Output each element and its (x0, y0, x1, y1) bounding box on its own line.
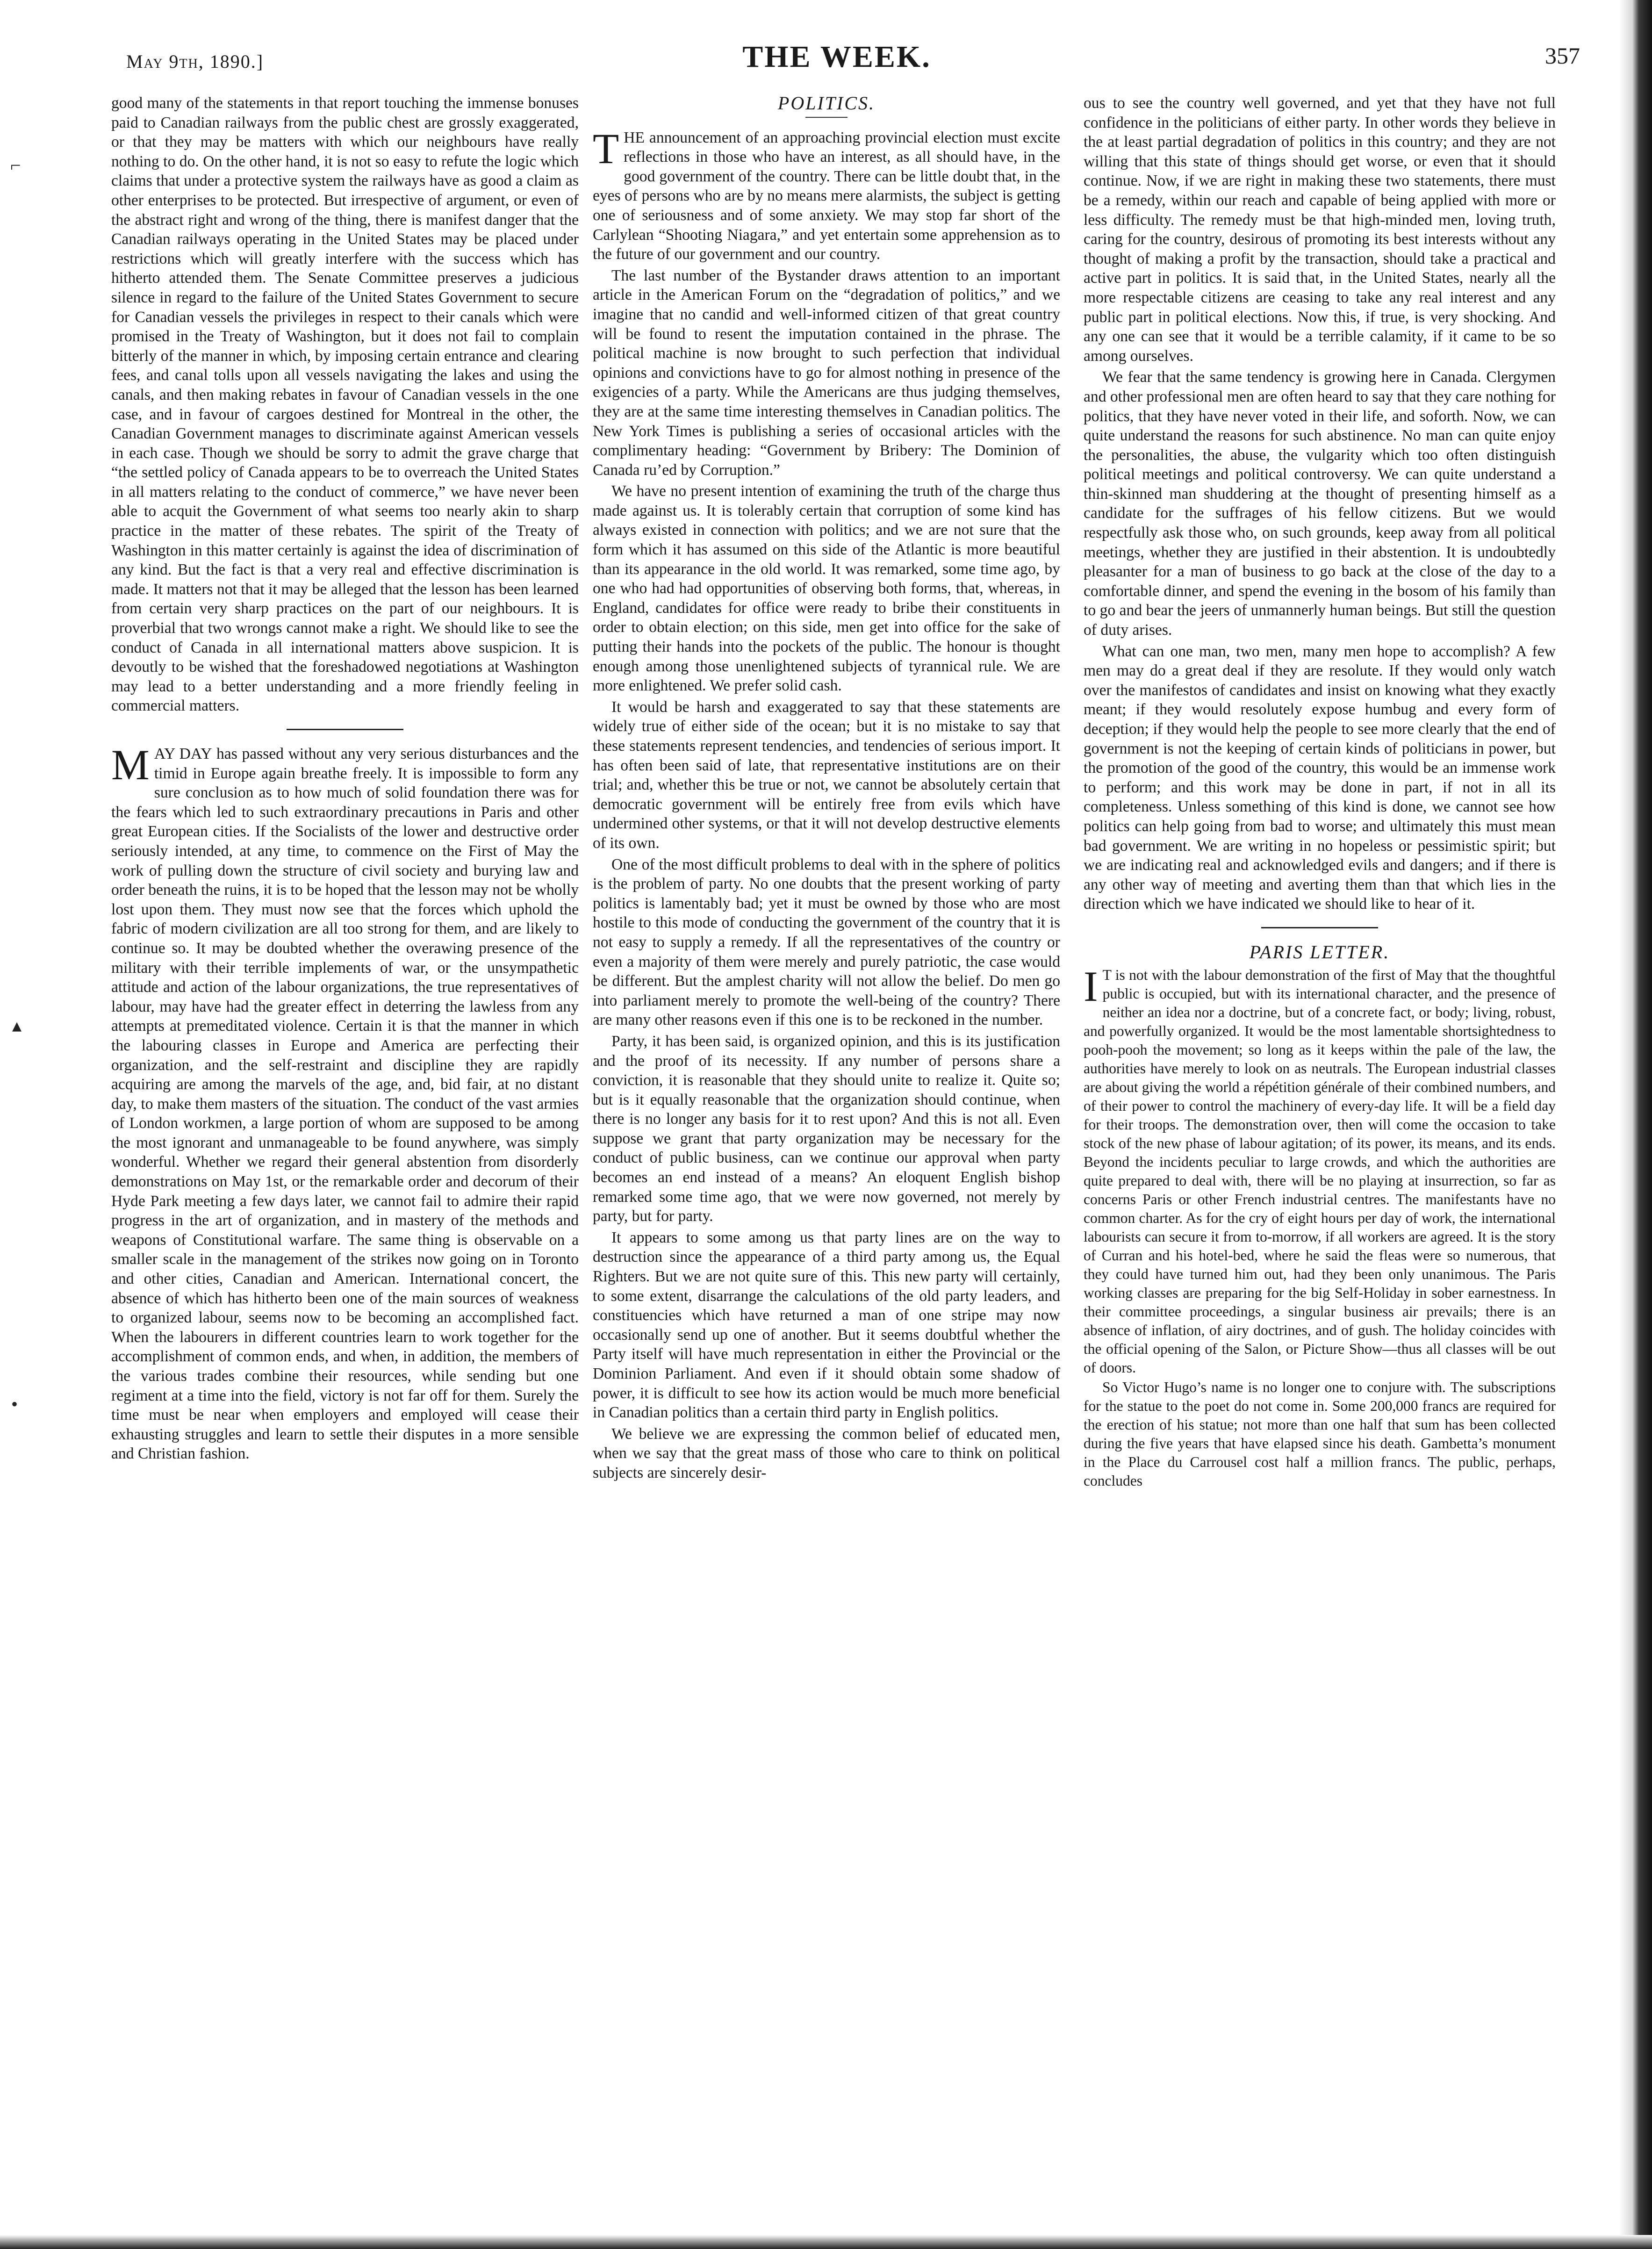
politics-paragraph-5: One of the most difficult problems to deal with in the sphere of politics is the problem of party. No one doubts that the present working of party politics is lamentably bad; yet it must be owned by those who are most hostile to this mode of conducting the government of the country that it is not easy to supply a remedy. If all the representatives of the country or even a majority of them were merely and purely patriotic, the case would be different. But the amplest charity will not allow the belief. Do men go into parliament merely to promote the well-being of the country? There are many other reasons even if this one is to be reckoned in the number. (593, 855, 1060, 1029)
politics-paragraph-2: The last number of the Bystander draws attention to an important article in the American Forum on the “degradation of politics,” and we imagine that no candid and well-informed citizen of that great country will be found to resent the imputation contained in the phrase. The political machine is now brought to such perfection that individual opinions and convictions have to go for almost nothing in presence of the exigencies of a party. While the Americans are thus judging themselves, they are at the same time interesting themselves in Canadian politics. The New York Times is publishing a series of occasional articles with the complimentary heading: “Government by Bribery: The Dominion of Canada ru’ed by Corruption.” (593, 266, 1060, 479)
margin-mark-3: • (11, 1394, 18, 1415)
column-3 (1084, 93, 1556, 2160)
section-divider (287, 729, 403, 730)
page-number: 357 (1545, 43, 1580, 69)
paris-letter-heading: PARIS LETTER. (1249, 941, 1390, 963)
publication-title: THE WEEK. (742, 40, 931, 74)
politics-body-1: announcement of an approaching provincial election must excite reflections in those who have an interest, as all should have, in the good government of the country. There can be little doubt that, in the eyes of persons who are by no means mere alarmists, the subject is getting one of seriousness and of some anxiety. We may stop far short of the Carlylean “Shooting Niagara,” and yet entertain some apprehension as to the future of our government and our country. (593, 129, 1060, 263)
col1-paragraph-2 (111, 741, 579, 1464)
politics-paragraph-1 (593, 124, 1060, 264)
page-edge-shadow (1619, 0, 1652, 2249)
drop-cap-m: M (111, 741, 150, 789)
section-divider-2 (1261, 927, 1378, 928)
may-day-body: has passed without any very serious disturbances and the timid in Europe again breathe freely. It is impossible to form any sure conclusion as to how much of solid foundation there was for the fears which led to such extraordinary precautions in Paris and other great European cities. If the Socialists of the lower and destructive order seriously intended, at any time, to commence on the First of May the work of pulling down the structure of civil society and burying law and order beneath the ruins, it is to be hoped that the lesson may not be wholly lost upon them. They must now see that the forces which uphold the fabric of modern civilization are all too strong for them, and are likely to continue so. It may be doubted whether the overawing presence of the military with their terrible implements of war, or the unsympathetic attitude and action of the labour organizations, the true representatives of labour, may have had the greater effect in deterring the lawless from any attempts at premeditated violence. Certain it is that the manner in which the labouring classes in Europe and America are perfecting their organization, and the self-restraint and discipline they are rapidly acquiring are among the marvels of the age, and, bid fair, at no distant day, to make them masters of the situation. The conduct of the vast armies of London workmen, a large portion of whom are supposed to be among the most ignorant and unmanageable to be found anywhere, was simply wonderful. Whether we regard their general abstention from disorderly demonstrations on May 1st, or the remarkable order and decorum of their Hyde Park meeting a few days later, we cannot fail to admire their rapid progress in the art of organization, and in mastery of the methods and weapons of Constitutional warfare. The same thing is observable on a smaller scale in the management of the strikes now going on in Toronto and other cities, Canadian and American. International concert, the absence of which has hitherto been one of the main sources of weakness to organized labour, seems now to be becoming an accomplished fact. When the labourers in different countries learn to work together for the accomplishment of common ends, and when, in addition, the members of the various trades combine their resources, while sending but one regiment at a time into the field, victory is not far off for them. Surely the time must be near when employers and employed will cease their exhausting struggles and learn to settle their disputes in a more sensible and Christian fashion. (111, 745, 579, 1463)
may-day-lead: AY DAY (154, 745, 212, 762)
drop-cap-t: T (593, 124, 619, 172)
margin-mark-2: ▴ (12, 1015, 22, 1036)
politics-paragraph-8: We believe we are expressing the common belief of educated men, when we say that the great mass of those who care to think on political subjects are sincerely desir- (593, 1425, 1060, 1481)
col3-paragraph-1: ous to see the country well governed, and yet that they have not full confidence in the politicians of either party. In other words they believe in the at least partial degradation of politics in this country; and they are not willing that this state of things should get worse, or even that it should continue. Now, if we are right in making these two statements, there must be a remedy, within our reach and capable of being applied with more or less difficulty. The remedy must be that high-minded men, loving truth, caring for the country, desirous of promoting its best interests without any thought of making a profit by the transaction, should take a practical and active part in politics. It is said that, in the United States, nearly all the more respectable citizens are ceasing to take any real interest and any public part in political elections. Now this, if true, is very shocking. And any one can see that it would be a terrible calamity, if it came to be so among ourselves. (1084, 94, 1556, 365)
page-header (93, 37, 1580, 79)
politics-lead: HE (624, 129, 645, 146)
col3-paragraph-2: We fear that the same tendency is growing here in Canada. Clergymen and other professional men are often heard to say that they care nothing for politics, that they have never voted in their life, and soforth. Now, we can quite understand the reasons for such abstinence. No man can quite enjoy the personalities, the abuse, the vulgarity which too often distinguish political meetings and political controversy. We can quite understand a thin-skinned man shuddering at the thought of presenting himself as a candidate for the suffrages of his fellow citizens. But we would respectfully ask those who, on such grounds, keep away from all political meetings, whether they are justified in their abstention. It is undoubtedly pleasanter for a man of business to go back at the close of the day to a comfortable dinner, and spend the evening in the bosom of his family than to go and bear the jeers of unmannerly human beings. But still the question of duty arises. (1084, 368, 1556, 639)
column-2 (593, 93, 1060, 2160)
politics-paragraph-4: It would be harsh and exaggerated to say that these statements are widely true of either side of the ocean; but it is no mistake to say that these statements represent tendencies, and tendencies of serious import. It has often been said of late, that representative institutions are on their trial; and, whether this be true or not, we cannot be absolutely certain that democratic government will be entirely free from evils which have undermined other systems, or that it will not develop destructive elements of its own. (593, 698, 1060, 852)
drop-cap-i: I (1084, 962, 1098, 1010)
col3-paragraph-3: What can one man, two men, many men hope to accomplish? A few men may do a great deal if they are resolute. If they would only watch over the manifestos of candidates and insist on knowing what they exactly meant; if they would resolutely expose humbug and every form of deception; if they would help the people to see more clearly that the end of government is not the keeping of certain kinds of politicians in power, but the promotion of the good of the country, this would be an immense work to perform; and this work may be done in part, if not in all its completeness. Unless something of this kind is done, we cannot see how politics can help going from bad to worse; and ultimately this must mean bad government. We are writing in no hopeless or pessimistic spirit; but we are indicating real and acknowledged evils and dangers; and if there is any other way of meeting and averting them than that which lies in the direction which we have indicated we should like to hear of it. (1084, 642, 1556, 913)
paris-letter-body (1084, 962, 1556, 1490)
issue-date: May 9th, 1890.] (126, 51, 264, 72)
margin-mark-1: ⌐ (10, 155, 21, 176)
heading-rule (805, 117, 848, 118)
col1-paragraph-1: good many of the statements in that report touching the immense bonuses paid to Canadian railways from the public chest are grossly exaggerated, or that they may be matters with which our neighbours have really nothing to do. On the other hand, it is not so easy to refute the logic which claims that under a protective system the railways have as good a claim as other enterprises to be protected. But irrespective of argument, or even of the abstract right and wrong of the thing, there is manifest danger that the Canadian railways operating in the United States may be placed under restrictions which will greatly interfere with the success which has hitherto attended them. The Senate Committee preserves a judicious silence in regard to the failure of the United States Government to secure for Canadian vessels the privileges in respect to their canals which were promised in the Treaty of Washington, but it does not fail to complain bitterly of the manner in which, by imposing certain entrance and clearing fees, and canal tolls upon all vessels navigating the lakes and using the canals, and then making rebates in favour of Canadian vessels in the one case, and in favour of cargoes destined for Montreal in the other, the Canadian Government manages to discriminate against American vessels in each case. Though we should be sorry to admit the grave charge that “the settled policy of Canada appears to be to overreach the United States in all matters relating to the conduct of commerce,” we have never been able to acquit the Government of what seems too nearly akin to sharp practice in the matter of these rebates. The spirit of the Treaty of Washington in this matter certainly is against the idea of discrimination of any kind. But the fact is that a very real and effective discrimination is made. It matters not that it may be alleged that the lesson has been learned from certain very sharp practices on the part of our neighbours. It is proverbial that two wrongs cannot make a right. We should like to see the conduct of Canada in all international matters above suspicion. It is devoutly to be wished that the foreshadowed negotiations at Washington may lead to a better understanding and a more friendly feeling in commercial matters. (111, 94, 579, 715)
politics-paragraph-7: It appears to some among us that party lines are on the way to destruction since the appearance of a third party among us, the Equal Righters. But we are not quite sure of this. This new party will certainly, to some extent, disarrange the calculations of the old party leaders, and constituencies which have returned a man of one stripe may now occasionally send up one of another. But it seems doubtful whether the Party itself will have much representation in either the Provincial or the Dominion Parliament. And even if it should obtain some shadow of power, it is difficult to see how its action would be much more beneficial in Canadian politics than a certain third party in English politics. (593, 1229, 1060, 1422)
page-bottom-edge (0, 2235, 1652, 2249)
politics-heading: POLITICS. (777, 93, 876, 114)
politics-paragraph-3: We have no present intention of examining the truth of the charge thus made against us. It is tolerably certain that corruption of some kind has always existed in connection with politics; and we are not sure that the form which it has assumed on this side of the Atlantic is more beautiful than its appearance in the old world. It was remarked, some time ago, by one who had had opportunities of observing both forms, that, whereas, in England, candidates for office were ready to bribe their constituents in order to obtain election; on this side, men get into office for the sake of putting their hands into the pockets of the public. The honour is thought enough among those unenlightened subjects of tyrannical rule. We are more enlightened. We prefer solid cash. (593, 482, 1060, 695)
paris-paragraph-2: So Victor Hugo’s name is no longer one to conjure with. The subscriptions for the statue to the poet do not come in. Some 200,000 francs are required for the erection of his statue; not more than one half that sum has been collected during the five years that have elapsed since his death. Gambetta’s monument in the Place du Carrousel cost half a million francs. The public, perhaps, concludes (1084, 1379, 1556, 1489)
politics-paragraph-6: Party, it has been said, is organized opinion, and this is its justification and the proof of its necessity. If any number of persons share a conviction, it is reasonable that they should unite to realize it. Quite so; but is it equally reasonable that the organization should continue, when there is no longer any basis for it to rest upon? And this is not all. Even suppose we grant that party organization may be necessary for the conduct of public business, can we continue our approval when party becomes an end instead of a means? An eloquent English bishop remarked some time ago, that we were now governed, not merely by party, but for party. (593, 1032, 1060, 1225)
column-1 (111, 93, 579, 2160)
paris-paragraph-1 (1084, 962, 1556, 1377)
paris-body-1: T is not with the labour demonstration of the first of May that the thoughtful public is occupied, but with its international character, and the presence of neither an idea nor a doctrine, but of a concrete fact, or body; living, robust, and powerfully organized. It would be the most lamentable shortsightedness to pooh-pooh the movement; so long as it keeps within the pale of the law, the authorities have merely to look on as neutrals. The European industrial classes are about giving the world a répétition générale of their combined numbers, and of their power to control the machinery of every-day life. It will be a field day for their troops. The demonstration over, then will come the occasion to take stock of the new phase of labour agitation; of its power, its means, and its ends. Beyond the incidents peculiar to large crowds, and which the authorities are quite prepared to deal with, there will be no playing at insurrection, so far as concerns Paris or other French industrial centres. The manifestants have no common charter. As for the cry of eight hours per day of work, the international labourists can secure it from to-morrow, if all workers are agreed. It is the story of Curran and his hotel-bed, where he said the fleas were so numerous, that they could have turned him out, had they been only unanimous. The Paris working classes are preparing for the big Self-Holiday in sober earnestness. In their committee proceedings, a singular business air prevails; there is an absence of inflation, of airy doctrines, and of gush. The holiday coincides with the official opening of the Salon, or Picture Show—thus all classes will be out of doors. (1084, 966, 1556, 1376)
